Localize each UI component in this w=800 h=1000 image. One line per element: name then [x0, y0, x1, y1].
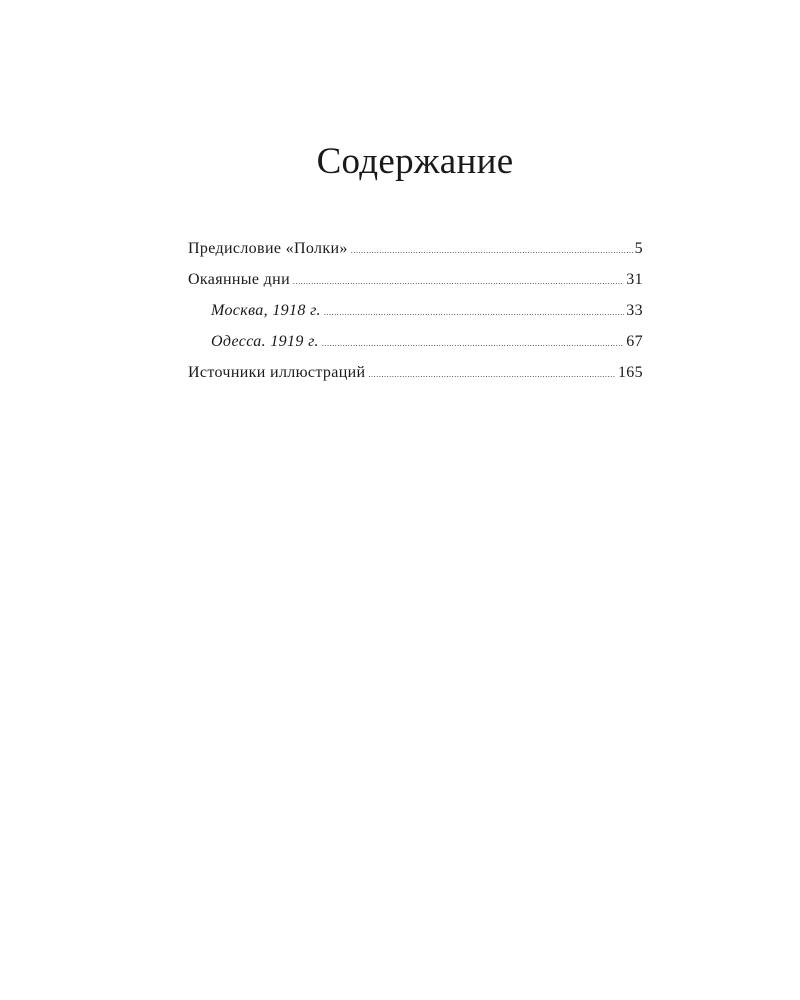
toc-entry-label: Москва, 1918 г.	[211, 302, 321, 319]
dot-leader	[368, 359, 615, 390]
toc-entry-cursed-days[interactable]	[188, 264, 643, 295]
toc-entry-page-number: 31	[626, 271, 643, 288]
toc-entry-label: Окаянные дни	[188, 271, 290, 288]
toc-entry-page-number: 67	[626, 333, 643, 350]
toc-list	[188, 233, 643, 388]
toc-title: Содержание	[316, 141, 514, 182]
toc-entry-illustration-sources[interactable]	[188, 357, 643, 388]
dot-leader	[351, 235, 633, 266]
dot-leader	[322, 328, 624, 359]
toc-subentry-moscow[interactable]	[188, 295, 643, 326]
toc-entry-page-number: 5	[634, 240, 643, 257]
toc-entry-label: Источники иллюстраций	[188, 364, 366, 381]
toc-entry-preface[interactable]	[188, 233, 643, 264]
toc-entry-page-number: 33	[626, 302, 643, 319]
toc-entry-page-number: 165	[617, 364, 643, 381]
toc-entry-label: Предисловие «Полки»	[188, 240, 348, 257]
toc-subentry-odessa[interactable]	[188, 326, 643, 357]
dot-leader	[293, 266, 624, 297]
toc-entry-label: Одесса. 1919 г.	[211, 333, 319, 350]
dot-leader	[324, 297, 624, 328]
